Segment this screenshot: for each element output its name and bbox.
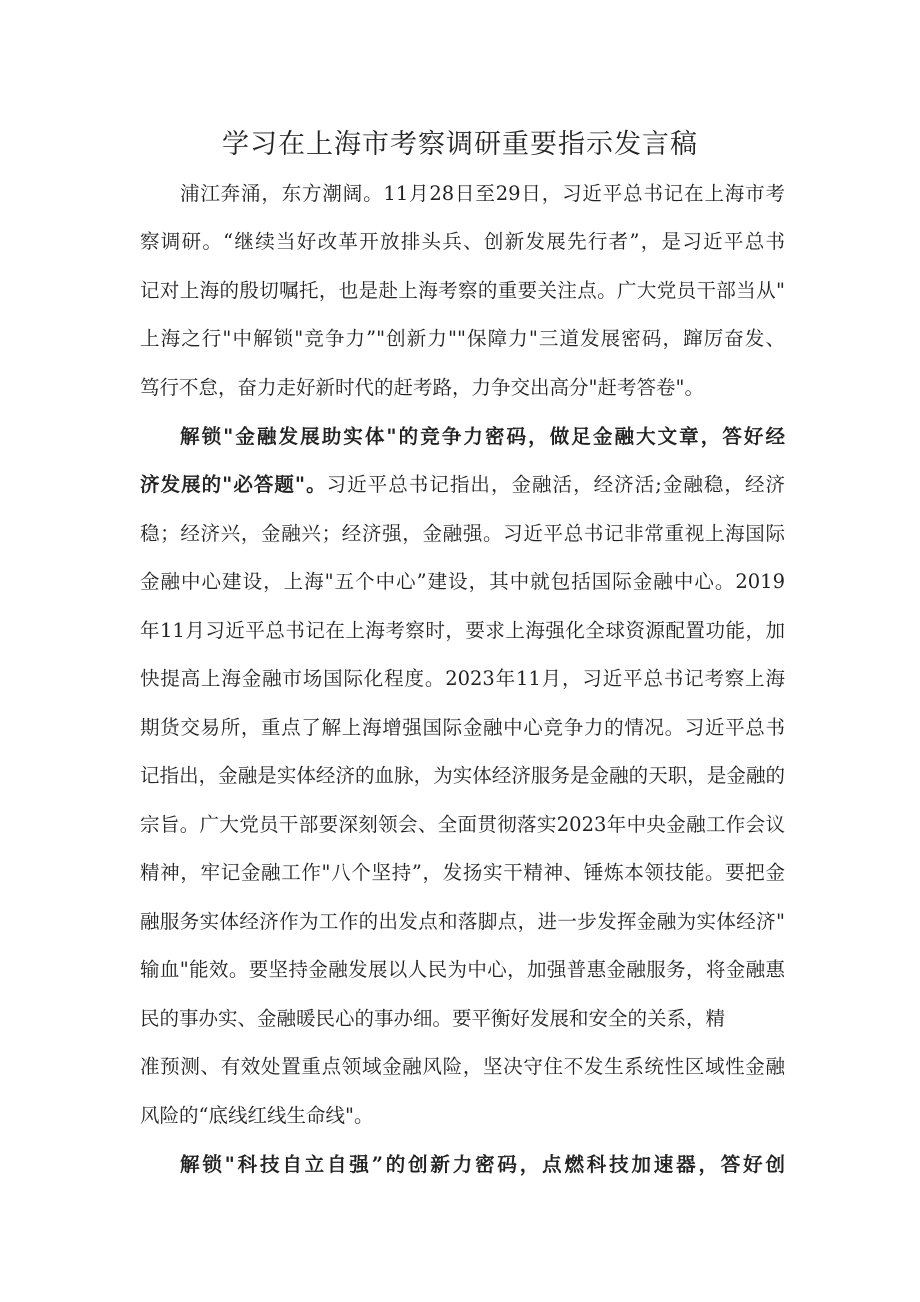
line-text: 稳；经济兴，金融兴；经济强，金融强。习近平总书记非常重视上海国际: [140, 522, 785, 545]
bold-lead-text: 济发展的"必答题"。: [140, 473, 327, 496]
bold-lead-text: 解锁"金融发展助实体"的竞争力密码，做足金融大文章，答好经: [180, 425, 785, 448]
line-text: 年11月习近平总书记在上海考察时，要求上海强化全球资源配置功能，加: [140, 619, 785, 642]
line-text: 输血"能效。要坚持金融发展以人民为中心，加强普惠金融服务，将金融惠: [140, 958, 785, 981]
text-line: [140, 756, 785, 796]
line-text: 金融中心建设，上海"五个中心”建设，其中就包括国际金融中心。2019: [140, 570, 785, 593]
text-line: [140, 805, 785, 845]
text-line: [180, 417, 785, 457]
text-line: [140, 708, 785, 748]
text-line: 上海之行"中解锁"竞争力”"创新力""保障力"三道发展密码，蹿厉奋发、: [140, 327, 785, 350]
line-text: 期货交易所，重点了解上海增强国际金融中心竞争力的情况。习近平总书: [140, 716, 785, 739]
text-line: [140, 1096, 785, 1136]
bold-lead-text: 解锁"科技自立自强”的创新力密码，点燃科技加速器，答好创: [180, 1153, 785, 1176]
line-text: 准预测、有效处置重点领域金融风险，坚决守住不发生系统性区域性金融: [140, 1055, 785, 1078]
line-text: 快提高上海金融市场国际化程度。2023年11月，习近平总书记考察上海: [140, 667, 785, 690]
text-line: [140, 465, 785, 505]
text-line: [140, 514, 785, 554]
line-text: 记指出，金融是实体经济的血脉，为实体经济服务是金融的天职，是金融的: [140, 764, 785, 787]
text-line: [140, 853, 785, 893]
text-line: [140, 950, 785, 990]
line-text: 习近平总书记指出，金融活，经济活;金融稳，经济: [326, 473, 785, 496]
line-text: 民的事办实、金融暖民心的事办细。要平衡好发展和安全的关系，精: [140, 1007, 726, 1030]
line-text: 融服务实体经济作为工作的出发点和落脚点，进一步发挥金融为实体经济": [140, 910, 785, 933]
text-line: 记对上海的殷切嘱托，也是赴上海考察的重要关注点。广大党员干部当从": [140, 279, 785, 302]
text-line: [140, 902, 785, 942]
document-title: 学习在上海市考察调研重要指示发言稿: [222, 129, 698, 160]
text-line: [140, 562, 785, 602]
text-line: 笃行不怠，奋力走好新时代的赶考路，力争交出高分"赶考答卷"。: [140, 376, 704, 399]
text-line: [180, 1145, 785, 1185]
text-line: 浦江奔涌，东方潮阔。11月28日至29日，习近平总书记在上海市考: [180, 182, 785, 205]
line-text: 宗旨。广大党员干部要深刻领会、全面贯彻落实2023年中央金融工作会议: [140, 813, 785, 836]
text-line: [140, 611, 785, 651]
text-line: [140, 999, 785, 1039]
line-text: 风险的“底线红线生命线"。: [140, 1104, 374, 1127]
line-text: 精神，牢记金融工作"八个坚持”，发扬实干精神、锤炼本领技能。要把金: [140, 861, 785, 884]
text-line: 察调研。“继续当好改革开放排头兵、创新发展先行者”，是习近平总书: [140, 230, 785, 253]
text-line: [140, 659, 785, 699]
text-line: [140, 1047, 785, 1087]
